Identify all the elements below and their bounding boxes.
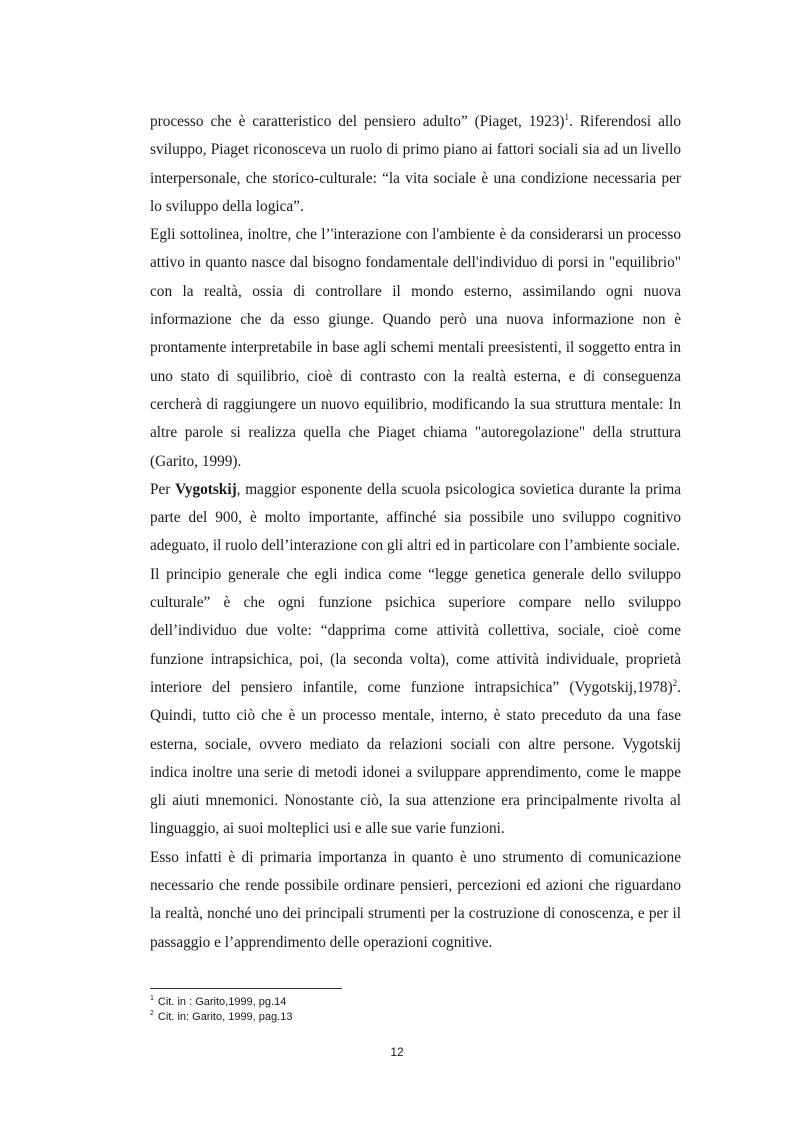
paragraph-4-text-b: . Quindi, tutto ciò che è un processo mentale, interno, è stato preceduto da una fase esterna, sociale, ovvero mediato da relazioni sociali con altre persone. Vygotskij indica inoltre una serie di metodi idonei a sviluppare apprendimento, come le mappe gli aiuti mnemonici. Nonostante ciò, la sua attenzione era principalmente rivolta al linguaggio, ai suoi molteplici usi e alle sue varie funzioni. (150, 678, 681, 838)
paragraph-3-post: , maggior esponente della scuola psicologica sovietica durante la prima parte del 900, è molto importante, affinché sia possibile uno sviluppo cognitivo adeguato, il ruolo dell’interazione con gli altri ed in particolare con l’ambiente sociale. (150, 480, 682, 555)
paragraph-4 (150, 561, 681, 844)
paragraph-5: Esso infatti è di primaria importanza in quanto è uno strumento di comunicazione necessario che rende possibile ordinare pensieri, percezioni ed azioni che riguardano la realtà, nonché uno dei principali strumenti per la costruzione di conoscenza, e per il passaggio e l’apprendimento delle operazioni cognitive. (150, 848, 681, 951)
vygotskij-bold: Vygotskij (175, 480, 237, 498)
paragraph-1-text-a: processo che è caratteristico del pensiero adulto” (Piaget, 1923) (150, 113, 565, 130)
footnote-2-text: Cit. in: Garito, 1999, pag.13 (157, 1011, 293, 1023)
footnote-1 (150, 995, 681, 1010)
footnote-2-mark: 2 (150, 1010, 154, 1018)
footnotes (150, 995, 681, 1025)
page-number: 12 (390, 1045, 404, 1059)
paragraph-3-pre: Per (150, 480, 176, 498)
footnote-separator (150, 988, 342, 989)
footnote-1-mark: 1 (150, 995, 154, 1003)
paragraph-4-text-a: Il principio generale che egli indica come “legge genetica generale dello sviluppo culturale” è che ogni funzione psichica superiore compare nello sviluppo dell’individuo due volte: “dapprima come attività collettiva, sociale, cioè come funzione intrapsichica, poi, (la seconda volta), come attività individuale, proprietà interiore del pensiero infantile, come funzione intrapsichica” (Vygotskij,1978) (150, 565, 681, 696)
paragraph-2: Egli sottolinea, inoltre, che l’'interazione con l'ambiente è da considerarsi un processo attivo in quanto nasce dal bisogno fondamentale dell'individuo di porsi in "equilibrio" con la realtà, ossia di controllare il mondo esterno, assimilando ogni nuova informazione che da esso giunge. Quando però una nuova informazione non è prontamente interpretabile in base agli schemi mentali preesistenti, il soggetto entra in uno stato di squilibrio, cioè di contrasto con la realtà esterna, e di conseguenza cercherà di raggiungere un nuovo equilibrio, modificando la sua struttura mentale: In altre parole si realizza quella che Piaget chiama "autoregolazione" della struttura (Garito, 1999). (150, 226, 681, 470)
footnote-2 (150, 1010, 681, 1025)
paragraph-3 (150, 476, 681, 561)
paragraph-1 (150, 108, 681, 221)
body-text (150, 108, 681, 957)
footnote-ref-2: 2 (672, 677, 678, 688)
paragraph-1-text-b: . Riferendosi allo sviluppo, Piaget riconosceva un ruolo di primo piano ai fattori sociali sia ad un livello interpersonale, che storico-culturale: “la vita sociale è una condizione necessaria per lo sviluppo della logica”. (150, 113, 682, 215)
footnote-1-text: Cit. in : Garito,1999, pg.14 (157, 996, 287, 1008)
footnote-ref-1: 1 (564, 111, 569, 122)
